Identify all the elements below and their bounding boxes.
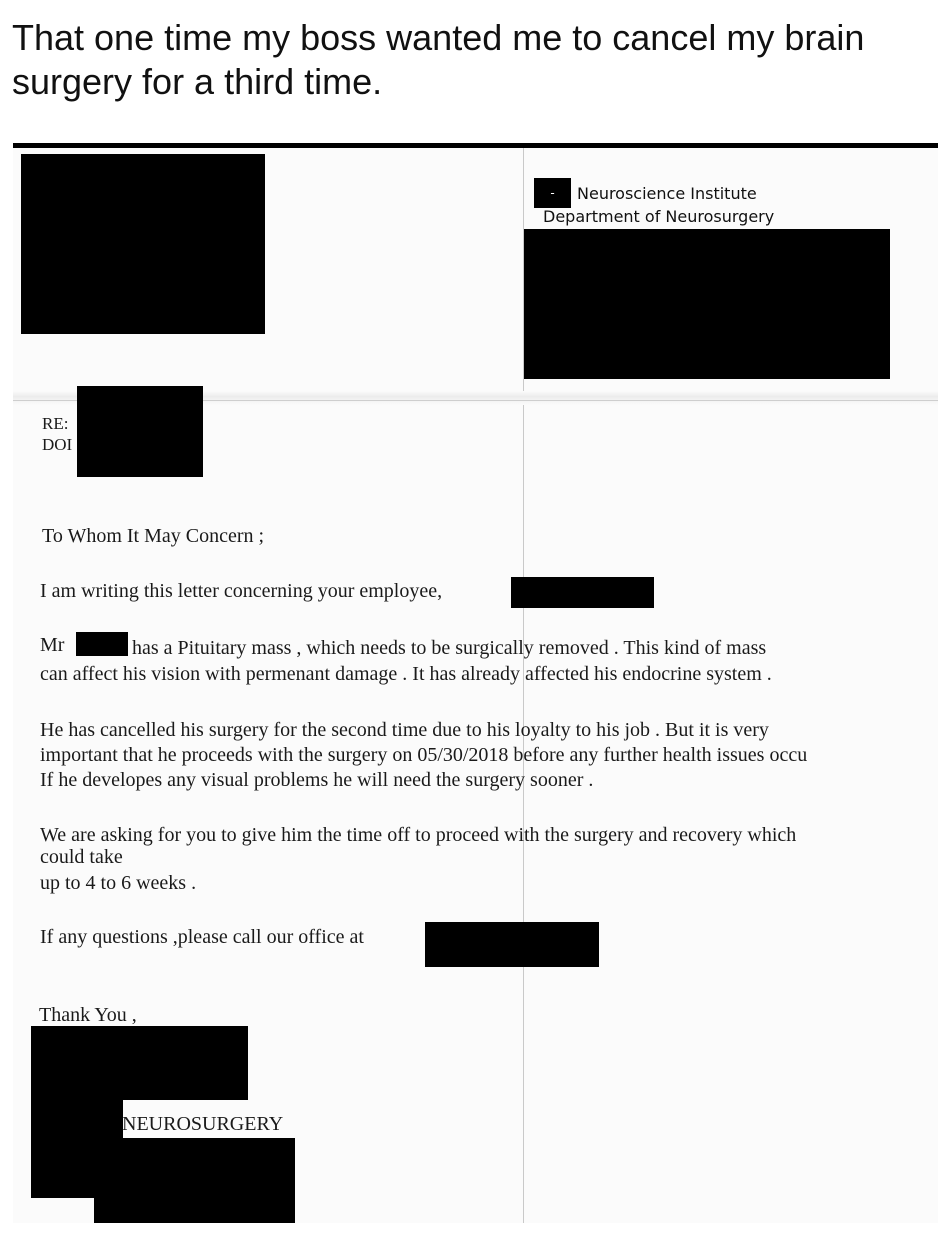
paragraph-mass-line1: has a Pituitary mass , which needs to be surgically removed . This kind of mass <box>132 637 767 659</box>
redacted-mr-name <box>76 632 128 656</box>
paragraph-cancel-line3: If he developes any visual problems he will need the surgery sooner . <box>40 769 594 791</box>
post-caption: That one time my boss wanted me to cancel my brain surgery for a third time. <box>12 17 865 102</box>
paragraph-employee: I am writing this letter concerning your employee, <box>40 580 443 602</box>
scanned-letter <box>13 148 938 1223</box>
signature-department: NEUROSURGERY <box>122 1113 284 1135</box>
redacted-patient-info <box>77 386 203 477</box>
paragraph-cancel-line2: important that he proceeds with the surgery on 05/30/2018 before any further health issues occu <box>40 744 808 766</box>
dob-label: DOI <box>42 435 73 454</box>
paragraph-mass-line2: can affect his vision with permenant damage . It has already affected his endocrine system . <box>40 663 772 685</box>
paragraph-timeoff-line1: We are asking for you to give him the time off to proceed with the surgery and recovery which <box>40 824 797 846</box>
institute-badge: - <box>534 178 571 208</box>
re-label: RE: <box>42 414 69 433</box>
salutation: To Whom It May Concern ; <box>42 525 265 547</box>
paragraph-contact: If any questions ,please call our office at <box>40 926 364 948</box>
paragraph-timeoff-line2: could take <box>40 846 123 868</box>
redacted-name-prefix <box>117 1114 121 1134</box>
paragraph-mr: Mr <box>40 634 65 656</box>
redacted-employee-name <box>511 577 654 608</box>
department-name: Department of Neurosurgery <box>543 207 775 226</box>
redacted-doctor-title <box>94 1138 295 1223</box>
institute-name: Neuroscience Institute <box>577 184 757 203</box>
paragraph-cancel-line1: He has cancelled his surgery for the second time due to his loyalty to his job . But it is very <box>40 719 769 741</box>
redacted-logo <box>21 154 265 334</box>
redacted-address <box>524 229 890 379</box>
redacted-phone <box>425 922 599 967</box>
closing: Thank You , <box>39 1004 137 1026</box>
paragraph-timeoff-line3: up to 4 to 6 weeks . <box>40 872 197 894</box>
redacted-signature <box>31 1026 248 1100</box>
